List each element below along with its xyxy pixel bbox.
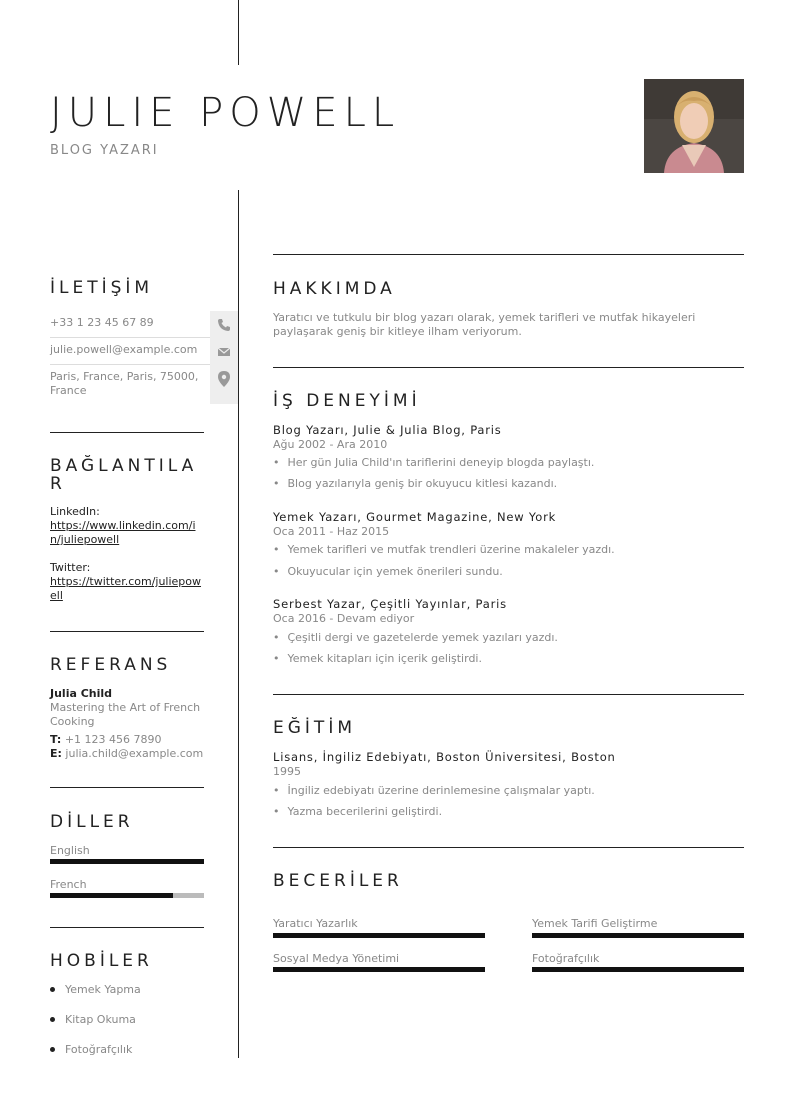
reference-name: Julia Child (50, 687, 113, 700)
job-bullet (273, 652, 482, 665)
location-pin-icon (210, 365, 238, 404)
job-title: Blog Yazarı, Julie & Julia Blog, Paris (273, 423, 502, 437)
education-bullet (273, 805, 442, 818)
education-year: 1995 (273, 765, 301, 778)
contact-address: Paris, France, Paris, 75000, France (50, 370, 199, 397)
job-bullet (273, 477, 557, 490)
reference-email[interactable]: julia.child@example.com (65, 747, 204, 760)
contact-heading: İLETİŞİM (50, 278, 154, 298)
job-bullet (273, 631, 558, 644)
bullet-icon: • (273, 477, 280, 490)
reference-email-label: E: (50, 747, 62, 760)
language-english-bar (50, 859, 204, 864)
top-vertical-divider (238, 0, 239, 65)
bullet-dot-icon (50, 1017, 55, 1022)
main-vertical-divider (238, 190, 239, 1058)
education-bullet-text: Yazma becerilerini geliştirdi. (287, 805, 443, 818)
twitter-link[interactable]: https://twitter.com/juliepowell (50, 575, 202, 602)
job-date: Ağu 2002 - Ara 2010 (273, 438, 388, 451)
language-french-bar (50, 893, 204, 898)
bullet-icon: • (273, 652, 280, 665)
bullet-icon: • (273, 631, 280, 644)
skill-bar (532, 933, 744, 938)
reference-phone-label: T: (50, 733, 62, 746)
envelope-icon (210, 338, 238, 365)
skill-bar (532, 967, 744, 972)
language-english-label: English (50, 844, 90, 857)
education-heading: EĞİTİM (273, 718, 356, 738)
linkedin-link[interactable]: https://www.linkedin.com/in/juliepowell (50, 519, 196, 546)
job-title: Yemek Yazarı, Gourmet Magazine, New York (273, 510, 557, 524)
about-heading: HAKKIMDA (273, 279, 396, 299)
linkedin-label: LinkedIn: (50, 505, 100, 518)
job-bullet-text: Yemek tarifleri ve mutfak trendleri üzerine makaleler yazdı. (287, 543, 615, 556)
education-bullet (273, 784, 595, 797)
bullet-icon: • (273, 456, 280, 469)
education-divider (273, 694, 744, 695)
bullet-dot-icon (50, 1047, 55, 1052)
experience-divider (273, 367, 744, 368)
hobby-item (50, 1043, 132, 1056)
skill-label: Yemek Tarifi Geliştirme (532, 917, 658, 930)
reference-phone[interactable]: +1 123 456 7890 (64, 733, 162, 746)
contact-divider (50, 432, 204, 433)
contact-phone[interactable]: +33 1 23 45 67 89 (50, 316, 154, 329)
job-bullet-text: Yemek kitapları için içerik geliştirdi. (287, 652, 482, 665)
reference-heading: REFERANS (50, 655, 172, 675)
about-text: Yaratıcı ve tutkulu bir blog yazarı olarak, yemek tarifleri ve mutfak hikayeleri paylaşarak geniş bir kitleye ilham veriyorum. (273, 311, 696, 338)
job-bullet-text: Her gün Julia Child'ın tariflerini deneyip blogda paylaştı. (287, 456, 595, 469)
candidate-name: JULIE POWELL (50, 90, 401, 136)
bullet-icon: • (273, 565, 280, 578)
skills-divider (273, 847, 744, 848)
skill-bar (273, 933, 485, 938)
job-bullet (273, 456, 594, 469)
skill-label: Fotoğrafçılık (532, 952, 600, 965)
phone-icon (210, 311, 238, 338)
contact-phone-row (50, 311, 238, 338)
reference-email-line (50, 747, 203, 761)
bullet-icon: • (273, 784, 280, 797)
job-title: Serbest Yazar, Çeşitli Yayınlar, Paris (273, 597, 507, 611)
job-date: Oca 2016 - Devam ediyor (273, 612, 415, 625)
contact-email-row (50, 338, 238, 365)
contact-email[interactable]: julie.powell@example.com (50, 343, 198, 356)
language-french-label: French (50, 878, 87, 891)
candidate-title: BLOG YAZARI (50, 143, 159, 158)
job-bullet-text: Blog yazılarıyla geniş bir okuyucu kitlesi kazandı. (287, 477, 558, 490)
skill-label: Sosyal Medya Yönetimi (273, 952, 400, 965)
languages-heading: DİLLER (50, 812, 134, 832)
linkedin-block (50, 505, 205, 547)
links-heading: BAĞLANTILA R (50, 456, 198, 494)
hobby-item (50, 1013, 136, 1026)
links-divider (50, 631, 204, 632)
job-bullet (273, 543, 615, 556)
hobby-label: Kitap Okuma (65, 1013, 136, 1026)
bullet-dot-icon (50, 987, 55, 992)
languages-divider (50, 927, 204, 928)
job-bullet (273, 565, 503, 578)
reference-phone-line (50, 733, 162, 747)
hobby-label: Fotoğrafçılık (65, 1043, 133, 1056)
job-bullet-text: Çeşitli dergi ve gazetelerde yemek yazıları yazdı. (287, 631, 558, 644)
education-bullet-text: İngiliz edebiyatı üzerine derinlemesine çalışmalar yaptı. (287, 784, 595, 797)
hobby-label: Yemek Yapma (65, 983, 141, 996)
bullet-icon: • (273, 805, 280, 818)
skills-heading: BECERİLER (273, 871, 403, 891)
education-degree: Lisans, İngiliz Edebiyatı, Boston Üniversitesi, Boston (273, 750, 616, 764)
experience-heading: İŞ DENEYİMİ (273, 391, 421, 411)
skill-label: Yaratıcı Yazarlık (273, 917, 358, 930)
bullet-icon: • (273, 543, 280, 556)
contact-address-row (50, 365, 238, 404)
profile-photo (644, 79, 744, 173)
about-top-divider (273, 254, 744, 255)
skill-bar (273, 967, 485, 972)
language-french-bar-fill (50, 893, 173, 898)
twitter-label: Twitter: (50, 561, 91, 574)
hobby-item (50, 983, 141, 996)
hobbies-heading: HOBİLER (50, 951, 153, 971)
twitter-block (50, 561, 205, 603)
reference-company: Mastering the Art of French Cooking (50, 701, 201, 728)
language-english-bar-fill (50, 859, 204, 864)
reference-divider (50, 787, 204, 788)
job-date: Oca 2011 - Haz 2015 (273, 525, 390, 538)
job-bullet-text: Okuyucular için yemek önerileri sundu. (287, 565, 503, 578)
